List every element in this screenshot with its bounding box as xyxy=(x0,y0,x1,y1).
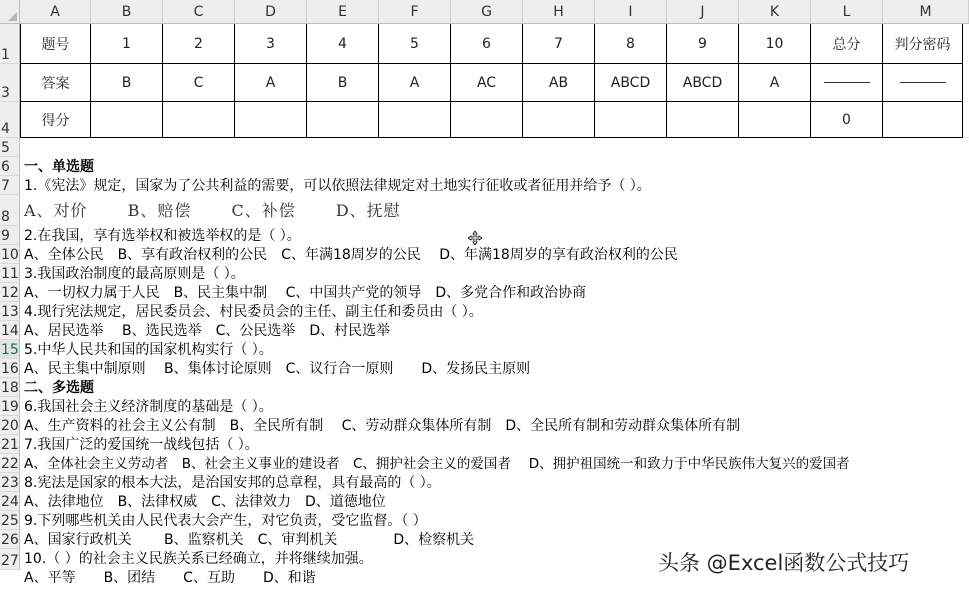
dash-line xyxy=(900,82,946,83)
question-2-options[interactable]: A、全体公民 B、享有政治权利的公民 C、年满18周岁的公民 D、年满18周岁的享有政治权利的公民 xyxy=(24,247,678,263)
row-header-1[interactable]: 1 xyxy=(0,24,20,64)
row-header-26[interactable]: 26 xyxy=(1,532,19,548)
question-2[interactable]: 2.在我国，享有选举权和被选举权的是（ ）。 xyxy=(24,228,301,244)
row-header-18[interactable]: 18 xyxy=(1,380,19,396)
question-3-options[interactable]: A、一切权力属于人民 B、民主集中制 C、中国共产党的领导 D、多党合作和政治协商 xyxy=(24,285,587,301)
cell-k4[interactable] xyxy=(739,102,811,138)
cell-j4[interactable] xyxy=(667,102,739,138)
row-header-20[interactable]: 20 xyxy=(1,418,19,434)
cell-j3[interactable]: ABCD xyxy=(667,64,739,102)
row-header-3[interactable]: 3 xyxy=(0,64,20,102)
column-header-b[interactable]: B xyxy=(91,0,163,24)
row-header-7[interactable]: 7 xyxy=(0,176,20,195)
column-header-l[interactable]: L xyxy=(811,0,883,24)
cell-j1[interactable]: 9 xyxy=(667,24,739,64)
cell-i1[interactable]: 8 xyxy=(595,24,667,64)
question-10-options[interactable]: A、平等 B、团结 C、互助 D、和谐 xyxy=(24,570,316,586)
question-6[interactable]: 6.我国社会主义经济制度的基础是（ ）。 xyxy=(24,399,273,415)
row-header-19[interactable]: 19 xyxy=(1,399,19,415)
row-header-8[interactable]: 8 xyxy=(0,195,20,226)
cell-l3[interactable] xyxy=(811,64,883,102)
cell-h1[interactable]: 7 xyxy=(523,24,595,64)
row-header-15[interactable]: 15 xyxy=(1,342,19,358)
cell-c3[interactable]: C xyxy=(163,64,235,102)
move-cursor-icon xyxy=(468,231,482,245)
question-5[interactable]: 5.中华人民共和国的国家机构实行（ ）。 xyxy=(24,342,273,358)
cell-b1[interactable]: 1 xyxy=(91,24,163,64)
question-8[interactable]: 8.宪法是国家的根本大法，是治国安邦的总章程，具有最高的（ ）。 xyxy=(24,475,441,491)
cell-f3[interactable]: A xyxy=(379,64,451,102)
row-header-24[interactable]: 24 xyxy=(1,494,19,510)
cell-g3[interactable]: AC xyxy=(451,64,523,102)
question-4-options[interactable]: A、居民选举 B、选民选举 C、公民选举 D、村民选举 xyxy=(24,323,391,339)
cell-d4[interactable] xyxy=(235,102,307,138)
column-header-g[interactable]: G xyxy=(451,0,523,24)
cell-m3[interactable] xyxy=(883,64,963,102)
question-6-options[interactable]: A、生产资料的社会主义公有制 B、全民所有制 C、劳动群众集体所有制 D、全民所有制和劳动群众集体所有制 xyxy=(24,418,741,434)
row-header-22[interactable]: 22 xyxy=(1,456,19,472)
row-header-4[interactable]: 4 xyxy=(0,102,20,138)
cell-f1[interactable]: 5 xyxy=(379,24,451,64)
row-header-23[interactable]: 23 xyxy=(1,475,19,491)
question-3[interactable]: 3.我国政治制度的最高原则是（ ）。 xyxy=(24,266,245,282)
question-1-options[interactable]: A、对价 B、赔偿 C、补偿 D、抚慰 xyxy=(24,201,401,220)
row-header-21[interactable]: 21 xyxy=(1,437,19,453)
row-header-25[interactable]: 25 xyxy=(1,513,19,529)
column-header-j[interactable]: J xyxy=(667,0,739,24)
cell-f4[interactable] xyxy=(379,102,451,138)
row-header-5[interactable]: 5 xyxy=(0,138,20,157)
cell-b3[interactable]: B xyxy=(91,64,163,102)
cell-a1[interactable]: 题号 xyxy=(21,24,91,64)
row-header-9[interactable]: 9 xyxy=(0,226,20,245)
section-title-single-choice[interactable]: 一、单选题 xyxy=(24,159,94,175)
row-header-13[interactable]: 13 xyxy=(1,304,19,320)
cell-k1[interactable]: 10 xyxy=(739,24,811,64)
question-1[interactable]: 1.《宪法》规定，国家为了公共利益的需要，可以依照法律规定对土地实行征收或者征用并给予（ ）。 xyxy=(24,178,651,194)
cell-b4[interactable] xyxy=(91,102,163,138)
cell-m1[interactable]: 判分密码 xyxy=(883,24,963,64)
column-header-e[interactable]: E xyxy=(307,0,379,24)
cell-d1[interactable]: 3 xyxy=(235,24,307,64)
section-title-multiple-choice[interactable]: 二、多选题 xyxy=(24,380,94,396)
question-5-options[interactable]: A、民主集中制原则 B、集体讨论原则 C、议行合一原则 D、发扬民主原则 xyxy=(24,361,531,377)
question-7-options[interactable]: A、全体社会主义劳动者 B、社会主义事业的建设者 C、拥护社会主义的爱国者 D、拥护祖国统一和致力于中华民族伟大复兴的爱国者 xyxy=(24,456,850,472)
row-header-6[interactable]: 6 xyxy=(0,157,20,176)
column-header-h[interactable]: H xyxy=(523,0,595,24)
cell-a4[interactable]: 得分 xyxy=(21,102,91,138)
question-8-options[interactable]: A、法律地位 B、法律权威 C、法律效力 D、道德地位 xyxy=(24,494,386,510)
column-header-a[interactable]: A xyxy=(20,0,91,24)
cell-m4[interactable] xyxy=(883,102,963,138)
dash-line xyxy=(824,82,870,83)
question-4[interactable]: 4.现行宪法规定，居民委员会、村民委员会的主任、副主任和委员由（ ）。 xyxy=(24,304,483,320)
column-header-m[interactable]: M xyxy=(883,0,969,24)
cell-c4[interactable] xyxy=(163,102,235,138)
question-7[interactable]: 7.我国广泛的爱国统一战线包括（ ）。 xyxy=(24,437,259,453)
column-header-d[interactable]: D xyxy=(235,0,307,24)
cell-i4[interactable] xyxy=(595,102,667,138)
cell-h3[interactable]: AB xyxy=(523,64,595,102)
cell-k3[interactable]: A xyxy=(739,64,811,102)
row-header-12[interactable]: 12 xyxy=(1,285,19,301)
select-all-corner[interactable] xyxy=(0,0,20,24)
row-header-10[interactable]: 10 xyxy=(1,247,19,263)
cell-e1[interactable]: 4 xyxy=(307,24,379,64)
cell-l4[interactable]: 0 xyxy=(811,102,883,138)
cell-g4[interactable] xyxy=(451,102,523,138)
column-header-k[interactable]: K xyxy=(739,0,811,24)
row-header-16[interactable]: 16 xyxy=(1,361,19,377)
cell-h4[interactable] xyxy=(523,102,595,138)
watermark-text: 头条 @Excel函数公式技巧 xyxy=(658,551,910,575)
cell-g1[interactable]: 6 xyxy=(451,24,523,64)
cell-e3[interactable]: B xyxy=(307,64,379,102)
question-9[interactable]: 9.下列哪些机关由人民代表大会产生，对它负责，受它监督。（ ） xyxy=(24,513,427,529)
cell-a3[interactable]: 答案 xyxy=(21,64,91,102)
cell-e4[interactable] xyxy=(307,102,379,138)
row-header-27[interactable]: 27 xyxy=(0,549,20,570)
cell-i3[interactable]: ABCD xyxy=(595,64,667,102)
column-header-f[interactable]: F xyxy=(379,0,451,24)
column-header-i[interactable]: I xyxy=(595,0,667,24)
cell-d3[interactable]: A xyxy=(235,64,307,102)
question-10[interactable]: 10.（ ）的社会主义民族关系已经确立，并将继续加强。 xyxy=(24,551,373,567)
row-header-11[interactable]: 11 xyxy=(1,266,19,282)
column-header-c[interactable]: C xyxy=(163,0,235,24)
cell-l1[interactable]: 总分 xyxy=(811,24,883,64)
cell-c1[interactable]: 2 xyxy=(163,24,235,64)
row-header-14[interactable]: 14 xyxy=(1,323,19,339)
question-9-options[interactable]: A、国家行政机关 B、监察机关 C、审判机关 D、检察机关 xyxy=(24,532,475,548)
